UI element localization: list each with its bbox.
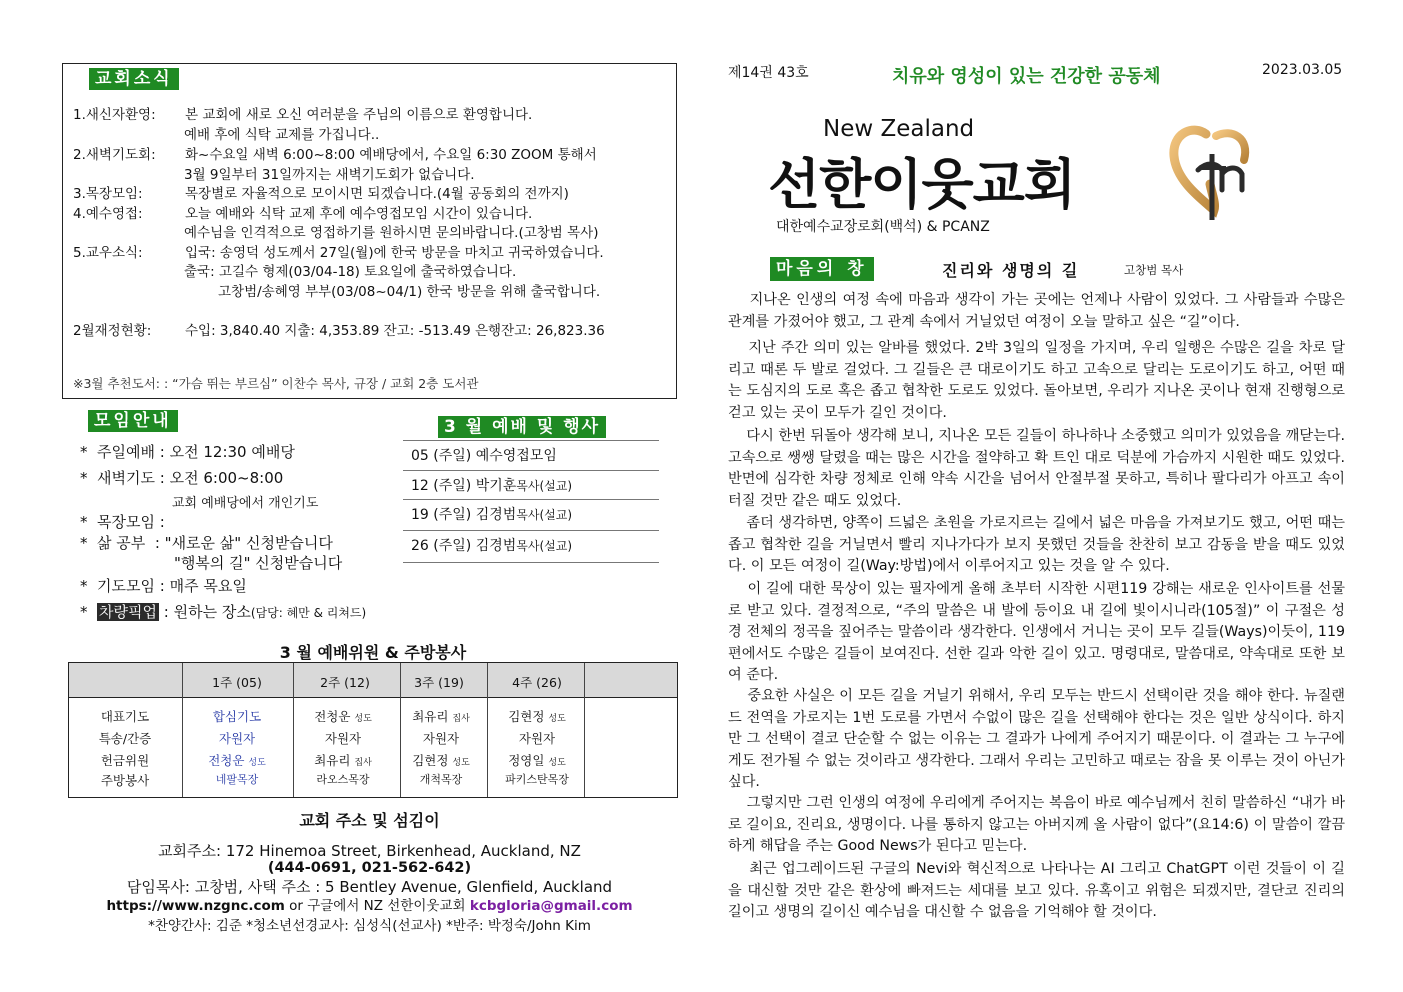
- guide-row-dawn: * 새벽기도 : 오전 6:00~8:00: [80, 469, 284, 487]
- church-news-box: [62, 63, 677, 399]
- news-line: 고창범/송혜영 부부(03/08~04/1) 한국 방문을 위해 출국합니다.: [218, 284, 601, 300]
- address-title: 교회 주소 및 섬김이: [299, 811, 440, 830]
- news-item: 1.새신자환영: 본 교회에 새로 오신 여러분을 주님의 이름으로 환영합니다.: [73, 107, 533, 123]
- news-line: 출국: 고길수 형제(03/04-18) 토요일에 출국하였습니다.: [184, 264, 517, 280]
- duty-title: 3 월 예배위원 & 주방봉사: [279, 643, 467, 662]
- duty-cell: 최유리 집사: [314, 753, 372, 768]
- column-author: 고창범 목사: [1124, 263, 1184, 277]
- duty-cell: 합심기도: [212, 709, 262, 724]
- duty-cell: 김현정 성도: [508, 709, 566, 724]
- recommended-book: ※3월 추천도서: : “가슴 뛰는 부르심” 이찬수 목사, 규장 / 교회 2층 도서관: [73, 376, 479, 391]
- motto: 치유와 영성이 있는 건강한 공동체: [892, 66, 1161, 87]
- role-label: 주방봉사: [100, 773, 150, 788]
- news-item: 3.목장모임: 목장별로 자율적으로 모이시면 되겠습니다.(4월 공동회의 전까지): [73, 186, 569, 202]
- column-paragraph: 다시 한번 뒤돌아 생각해 보니, 지나온 모든 길들이 하나하나 소중했고 의미가 있었음을 깨닫는다. 고속으로 쌩쌩 달렸을 때는 많은 시간을 절약하고 확 트인 대로 덕분에 가슴까지 시원한 때도 있었다. 반면에 심각한 차량 정체로 인해 약속 시간을 넘어서 안절부절 못하고, 특히나 팔다리가 아프고 속이 터질 것만 같은 때도 있었다.: [728, 428, 1345, 509]
- news-line: 예수님을 인격적으로 영접하기를 원하시면 문의바랍니다.(고창범 목사): [184, 225, 599, 241]
- news-item: 5.교우소식: 입국: 송영덕 성도께서 27일(월)에 한국 방문을 마치고 귀국하였습니다.: [73, 245, 604, 261]
- news-item: 2.새벽기도회: 화~수요일 새벽 6:00~8:00 예배당에서, 수요일 6:30 ZOOM 통해서: [73, 147, 597, 163]
- duty-cell: 최유리 집사: [412, 709, 470, 724]
- role-label: 대표기도: [100, 709, 150, 724]
- guide-row-pickup: * 차량픽업 : 원하는 장소(담당: 혜만 & 리쳐드): [80, 603, 367, 621]
- event-row: 05 (주일) 예수영접모임: [403, 440, 659, 471]
- news-item: 4.예수영접: 오늘 예배와 식탁 교제 후에 예수영접모임 시간이 있습니다.: [73, 206, 533, 222]
- duty-cell: 전청운 성도: [208, 753, 266, 768]
- column-label: 마음의 창: [770, 257, 874, 281]
- week-header: 3주 (19): [414, 675, 464, 690]
- address-line: 교회주소: 172 Hinemoa Street, Birkenhead, Auckland, NZ: [158, 842, 581, 860]
- web-line: https://www.nzgnc.com or 구글에서 NZ 선한이웃교회 kcbgloria@gmail.com: [106, 898, 633, 914]
- guide-row-sunday: * 주일예배 : 오전 12:30 예배당: [80, 443, 295, 461]
- duty-cell: 자원자: [324, 731, 362, 746]
- issue-date: 2023.03.05: [1262, 62, 1343, 78]
- email-link[interactable]: kcbgloria@gmail.com: [469, 898, 633, 914]
- week-header: 1주 (05): [212, 675, 262, 690]
- church-logo-icon: [1166, 124, 1252, 220]
- duty-cell: 정영일 성도: [508, 753, 566, 768]
- duty-cell: 개척목장: [419, 773, 463, 786]
- role-label: 헌금위원: [100, 753, 150, 768]
- guide-row-cell: * 목장모임 :: [80, 513, 165, 531]
- role-label: 특송/간증: [98, 731, 152, 746]
- event-row: 12 (주일) 박기훈목사(설교): [403, 470, 659, 501]
- event-row: 19 (주일) 김경범목사(설교): [403, 499, 659, 530]
- week-header: 4주 (26): [512, 675, 562, 690]
- guide-row-prayer: * 기도모임 : 매주 목요일: [80, 577, 247, 595]
- duty-cell: 전청운 성도: [314, 709, 372, 724]
- staff-line: *찬양간사: 김준 *청소년선경교사: 심성식(선교사) *반주: 박정숙/John Kim: [148, 918, 591, 934]
- church-news-title: 교회소식: [89, 68, 179, 90]
- event-row: 26 (주일) 김경범목사(설교): [403, 530, 659, 561]
- duty-cell: 자원자: [518, 731, 556, 746]
- events-title: 3 월 예배 및 행사: [438, 416, 606, 438]
- news-line: 예배 후에 식탁 교제를 가집니다..: [184, 127, 380, 143]
- column-paragraph: 중요한 사실은 이 모든 길을 거닐기 위해서, 우리 모두는 반드시 선택이란 것을 해야 한다. 뉴질랜드 전역을 가로지는 1번 도로를 가면서 수없이 많은 길을 선택해야 한다는 것은 일반 상식이다. 하지만 그 선택이 결코 단순할 수 없는 이유는 그 결과가 나에게 주어지기 때문이다. 이 결과는 그 누구에게도 전가될 수 없는 것이라고 생각한다. 그래서 우리는 고민하고 때로는 잠을 못 이루는 것이 아닌가 싶다.: [728, 688, 1345, 791]
- column-title: 진리와 생명의 길: [942, 261, 1080, 280]
- duty-table: [68, 662, 678, 798]
- column-paragraph: 이 길에 대한 묵상이 있는 필자에게 올해 초부터 시작한 시편119 강해는 새로운 인사이트를 선물로 받고 있다. 결정적으로, “주의 말씀은 내 발에 등이요 내 길에 빛이시니라(105절)” 이 구절은 성경 전체의 정곡을 짚어주는 말씀이라 생각한다. 인생에서 거니는 곳이 모두 길들(Ways)이듯이, 119편에서도 수많은 길들이 보여진다. 선한 길과 악한 길이 있고. 명령대로, 말씀대로, 약속대로 또한 보여 준다.: [728, 581, 1345, 684]
- week-header: 2주 (12): [320, 675, 370, 690]
- column-paragraph: 좀더 생각하면, 양쪽이 드넓은 초원을 가로지르는 길에서 넓은 마음을 가져보기도 했고, 어떤 때는 좁고 협착한 길을 거닐면서 빨리 지나가다가 보지 못했던 것들을 찬찬히 보고 감동을 받을 때도 있었다. 이 모든 여정이 길(Way:방법)에서 이루어지고 있는 것을 알 수 있다.: [728, 515, 1345, 575]
- duty-cell: 자원자: [218, 731, 256, 746]
- duty-cell: 김현정 성도: [412, 753, 470, 768]
- guide-sub-dawn: 교회 예배당에서 개인기도: [172, 496, 319, 511]
- column-paragraph: 지난 주간 의미 있는 알바를 했었다. 2박 3일의 일정을 가지며, 우리 일행은 수많은 길을 차로 달리고 때론 두 발로 걸었다. 그 길들은 큰 대로이기도 하고 고속으로 달리는 도로이기도 하고, 어떤 때는 도심지의 도로 혹은 좁고 협착한 도로도 있었다. 돌아보면, 우리가 지나온 곳이나 현재 진행형으로 걷고 있는 곳이 모두가 길인 것이다.: [728, 340, 1345, 421]
- column-paragraph: 지나온 인생의 여정 속에 마음과 생각이 가는 곳에는 언제나 사람이 있었다. 그 사람들과 수많은 관계를 가졌어야 했고, 그 관계 속에서 거닐었던 여정이 오늘 말하고 싶은 “길”이다.: [728, 292, 1345, 330]
- denomination: 대한예수교장로회(백석) & PCANZ: [776, 219, 990, 235]
- phone-line: (444-0691, 021-562-642): [267, 860, 472, 876]
- duty-cell: 자원자: [422, 731, 460, 746]
- meeting-guide-title: 모임안내: [88, 410, 178, 432]
- news-line: 3월 9일부터 31일까지는 새벽기도회가 없습니다.: [184, 167, 475, 183]
- website-link[interactable]: https://www.nzgnc.com: [106, 898, 285, 914]
- pastor-line: 담임목사: 고창범, 사택 주소 : 5 Bentley Avenue, Glenfield, Auckland: [126, 878, 613, 896]
- guide-row-study: * 삶 공부 : "새로운 삶" 신청받습니다: [80, 534, 333, 552]
- duty-cell: 파키스탄목장: [505, 773, 569, 786]
- church-name: 선한이웃교회: [768, 153, 1075, 216]
- duty-cell: 네팔목장: [215, 773, 259, 786]
- column-paragraph: 최근 업그레이드된 구글의 Nevi와 혁신적으로 나타나는 AI 그리고 ChatGPT 이런 것들이 이 길을 대신할 것만 같은 환상에 빠져드는 세대를 보고 있다. 유혹이고 위험은 되겠지만, 결단코 진리의 길이고 생명의 길이신 예수님을 대신할 수 없음을 기억해야 할 것이다.: [728, 861, 1346, 921]
- finance-row: 2월재정현황: 수입: 3,840.40 지출: 4,353.89 잔고: -513.49 은행잔고: 26,823.36: [73, 323, 605, 339]
- country-name: New Zealand: [823, 116, 975, 142]
- column-paragraph: 그렇지만 그런 인생의 여정에 우리에게 주어지는 복음이 바로 예수님께서 친히 말씀하신 “내가 바로 길이요, 진리요, 생명이다. 나를 통하지 않고는 아버지께 올 사람이 없다”(요14:6) 이 말씀이 깔끔하게 해답을 주는 Good News가 된다고 믿는다.: [728, 795, 1345, 855]
- events-divider: [403, 562, 659, 563]
- duty-cell: 라오스목장: [316, 773, 370, 786]
- guide-sub-study: "행복의 길" 신청받습니다: [174, 554, 343, 572]
- volume-number: 제14권 43호: [728, 65, 809, 81]
